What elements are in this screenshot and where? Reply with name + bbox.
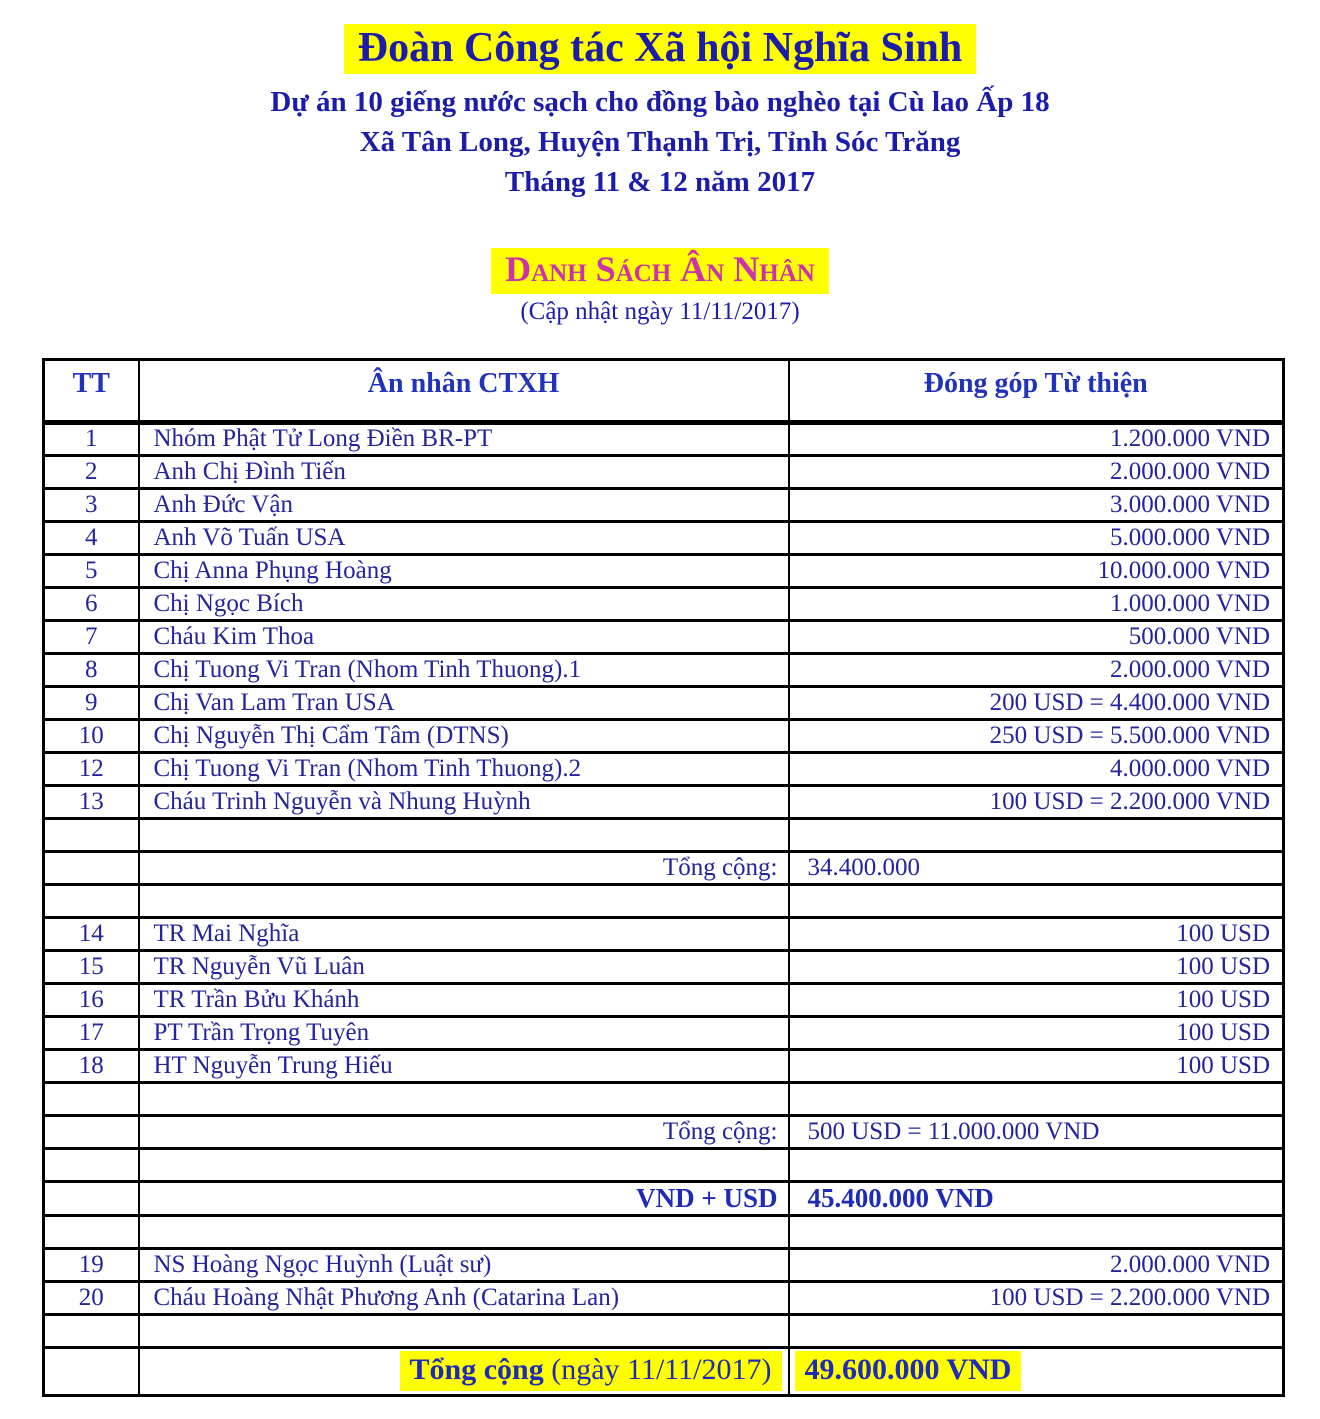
list-title-line bbox=[0, 248, 1320, 294]
donor-name-cell: NS Hoàng Ngọc Huỳnh (Luật sư) bbox=[139, 1248, 789, 1281]
subtotal-value-cell: 500 USD = 11.000.000 VND bbox=[789, 1115, 1284, 1148]
table-row bbox=[44, 422, 1284, 455]
donation-amount-cell: 2.000.000 VND bbox=[789, 1248, 1284, 1281]
table-row bbox=[44, 1049, 1284, 1082]
donor-name-cell: Cháu Hoàng Nhật Phương Anh (Catarina Lan) bbox=[139, 1281, 789, 1314]
row-number-cell: 15 bbox=[44, 950, 139, 983]
table-row bbox=[44, 686, 1284, 719]
donor-name-cell: PT Trần Trọng Tuyên bbox=[139, 1016, 789, 1049]
empty-cell bbox=[789, 884, 1284, 917]
empty-cell bbox=[44, 1215, 139, 1248]
list-title: Danh Sách Ân Nhân bbox=[491, 248, 829, 294]
org-title-line bbox=[0, 24, 1320, 74]
row-number-cell: 7 bbox=[44, 620, 139, 653]
donation-amount-cell: 4.000.000 VND bbox=[789, 752, 1284, 785]
final-row bbox=[44, 1347, 1284, 1395]
row-number-cell: 8 bbox=[44, 653, 139, 686]
table-row bbox=[44, 554, 1284, 587]
grand-total-label-cell bbox=[139, 1347, 789, 1395]
date-subtitle: Tháng 11 & 12 năm 2017 bbox=[504, 166, 816, 199]
donation-amount-cell: 100 USD bbox=[789, 1049, 1284, 1082]
empty-cell bbox=[44, 1115, 139, 1148]
column-header-name: Ân nhân CTXH bbox=[139, 359, 789, 422]
empty-cell bbox=[789, 1082, 1284, 1115]
grand-value-cell: 45.400.000 VND bbox=[789, 1181, 1284, 1215]
row-number-cell: 1 bbox=[44, 422, 139, 455]
empty-cell bbox=[139, 818, 789, 851]
row-number-cell: 19 bbox=[44, 1248, 139, 1281]
donation-amount-cell: 2.000.000 VND bbox=[789, 455, 1284, 488]
row-number-cell: 12 bbox=[44, 752, 139, 785]
blank-row bbox=[44, 1314, 1284, 1347]
subtotal-label-cell: Tổng cộng: bbox=[139, 851, 789, 884]
empty-cell bbox=[44, 1148, 139, 1181]
donor-name-cell: Anh Võ Tuấn USA bbox=[139, 521, 789, 554]
empty-cell bbox=[789, 1148, 1284, 1181]
donor-name-cell: Chị Tuong Vi Tran (Nhom Tinh Thuong).2 bbox=[139, 752, 789, 785]
table-row bbox=[44, 653, 1284, 686]
donor-name-cell: Chị Ngọc Bích bbox=[139, 587, 789, 620]
table-row bbox=[44, 983, 1284, 1016]
donor-name-cell: HT Nguyễn Trung Hiếu bbox=[139, 1049, 789, 1082]
grand-total-value: 49.600.000 VND bbox=[795, 1351, 1022, 1391]
row-number-cell: 16 bbox=[44, 983, 139, 1016]
blank-row bbox=[44, 884, 1284, 917]
org-title: Đoàn Công tác Xã hội Nghĩa Sinh bbox=[344, 24, 976, 74]
empty-cell bbox=[44, 1347, 139, 1395]
donor-name-cell: Cháu Kim Thoa bbox=[139, 620, 789, 653]
table-row bbox=[44, 719, 1284, 752]
donor-name-cell: Chị Tuong Vi Tran (Nhom Tinh Thuong).1 bbox=[139, 653, 789, 686]
empty-cell bbox=[139, 884, 789, 917]
table-row bbox=[44, 752, 1284, 785]
table-row bbox=[44, 1016, 1284, 1049]
blank-row bbox=[44, 1148, 1284, 1181]
location-subtitle: Xã Tân Long, Huyện Thạnh Trị, Tỉnh Sóc Trăng bbox=[359, 126, 961, 159]
table-row bbox=[44, 587, 1284, 620]
grand-total-label bbox=[400, 1351, 782, 1391]
donor-name-cell: Chị Anna Phụng Hoàng bbox=[139, 554, 789, 587]
table-row bbox=[44, 917, 1284, 950]
row-number-cell: 10 bbox=[44, 719, 139, 752]
donation-amount-cell: 3.000.000 VND bbox=[789, 488, 1284, 521]
column-header-tt: TT bbox=[44, 359, 139, 422]
donor-name-cell: TR Trần Bửu Khánh bbox=[139, 983, 789, 1016]
donor-name-cell: Chị Van Lam Tran USA bbox=[139, 686, 789, 719]
donation-amount-cell: 100 USD = 2.200.000 VND bbox=[789, 1281, 1284, 1314]
empty-cell bbox=[789, 818, 1284, 851]
table-row bbox=[44, 521, 1284, 554]
donor-table bbox=[42, 358, 1285, 1397]
table-row bbox=[44, 455, 1284, 488]
donor-name-cell: Anh Đức Vận bbox=[139, 488, 789, 521]
row-number-cell: 4 bbox=[44, 521, 139, 554]
empty-cell bbox=[139, 1148, 789, 1181]
donor-name-cell: Nhóm Phật Tử Long Điền BR-PT bbox=[139, 422, 789, 455]
donation-amount-cell: 100 USD bbox=[789, 1016, 1284, 1049]
blank-row bbox=[44, 1082, 1284, 1115]
row-number-cell: 5 bbox=[44, 554, 139, 587]
grand-total-label-bold: Tổng cộng bbox=[409, 1353, 544, 1387]
donation-amount-cell: 250 USD = 5.500.000 VND bbox=[789, 719, 1284, 752]
table-row bbox=[44, 620, 1284, 653]
donation-amount-cell: 10.000.000 VND bbox=[789, 554, 1284, 587]
empty-cell bbox=[44, 1314, 139, 1347]
donation-amount-cell: 100 USD = 2.200.000 VND bbox=[789, 785, 1284, 818]
empty-cell bbox=[789, 1215, 1284, 1248]
donation-amount-cell: 2.000.000 VND bbox=[789, 653, 1284, 686]
donation-amount-cell: 100 USD bbox=[789, 983, 1284, 1016]
table-row bbox=[44, 785, 1284, 818]
document-header bbox=[0, 24, 1320, 326]
subtotal-row bbox=[44, 851, 1284, 884]
empty-cell bbox=[44, 818, 139, 851]
row-number-cell: 14 bbox=[44, 917, 139, 950]
table-row bbox=[44, 1281, 1284, 1314]
table-row bbox=[44, 950, 1284, 983]
empty-cell bbox=[44, 851, 139, 884]
row-number-cell: 17 bbox=[44, 1016, 139, 1049]
donor-name-cell: Anh Chị Đình Tiến bbox=[139, 455, 789, 488]
empty-cell bbox=[139, 1215, 789, 1248]
row-number-cell: 9 bbox=[44, 686, 139, 719]
grand-total-label-date: (ngày 11/11/2017) bbox=[543, 1353, 772, 1387]
empty-cell bbox=[44, 1181, 139, 1215]
empty-cell bbox=[44, 1082, 139, 1115]
subtotal-label-cell: Tổng cộng: bbox=[139, 1115, 789, 1148]
donor-name-cell: Cháu Trinh Nguyễn và Nhung Huỳnh bbox=[139, 785, 789, 818]
table-row bbox=[44, 1248, 1284, 1281]
grand-row bbox=[44, 1181, 1284, 1215]
empty-cell bbox=[139, 1314, 789, 1347]
row-number-cell: 20 bbox=[44, 1281, 139, 1314]
donor-table-body bbox=[44, 422, 1284, 1395]
grand-total-value-cell bbox=[789, 1347, 1284, 1395]
row-number-cell: 18 bbox=[44, 1049, 139, 1082]
header-row bbox=[44, 359, 1284, 422]
blank-row bbox=[44, 1215, 1284, 1248]
donor-name-cell: Chị Nguyễn Thị Cẩm Tâm (DTNS) bbox=[139, 719, 789, 752]
donation-amount-cell: 1.200.000 VND bbox=[789, 422, 1284, 455]
donation-amount-cell: 100 USD bbox=[789, 950, 1284, 983]
subtotal-value-cell: 34.400.000 bbox=[789, 851, 1284, 884]
empty-cell bbox=[44, 884, 139, 917]
update-note: (Cập nhật ngày 11/11/2017) bbox=[520, 297, 800, 325]
donation-amount-cell: 200 USD = 4.400.000 VND bbox=[789, 686, 1284, 719]
donation-amount-cell: 1.000.000 VND bbox=[789, 587, 1284, 620]
row-number-cell: 2 bbox=[44, 455, 139, 488]
subtotal-row bbox=[44, 1115, 1284, 1148]
donation-amount-cell: 100 USD bbox=[789, 917, 1284, 950]
project-subtitle: Dự án 10 giếng nước sạch cho đồng bào nghèo tại Cù lao Ấp 18 bbox=[270, 86, 1050, 119]
donation-amount-cell: 5.000.000 VND bbox=[789, 521, 1284, 554]
empty-cell bbox=[139, 1082, 789, 1115]
row-number-cell: 13 bbox=[44, 785, 139, 818]
table-row bbox=[44, 488, 1284, 521]
donation-amount-cell: 500.000 VND bbox=[789, 620, 1284, 653]
row-number-cell: 3 bbox=[44, 488, 139, 521]
donor-name-cell: TR Nguyễn Vũ Luân bbox=[139, 950, 789, 983]
blank-row bbox=[44, 818, 1284, 851]
donor-name-cell: TR Mai Nghĩa bbox=[139, 917, 789, 950]
row-number-cell: 6 bbox=[44, 587, 139, 620]
empty-cell bbox=[789, 1314, 1284, 1347]
donor-table-header bbox=[44, 359, 1284, 422]
grand-label-cell: VND + USD bbox=[139, 1181, 789, 1215]
column-header-amount: Đóng góp Từ thiện bbox=[789, 359, 1284, 422]
